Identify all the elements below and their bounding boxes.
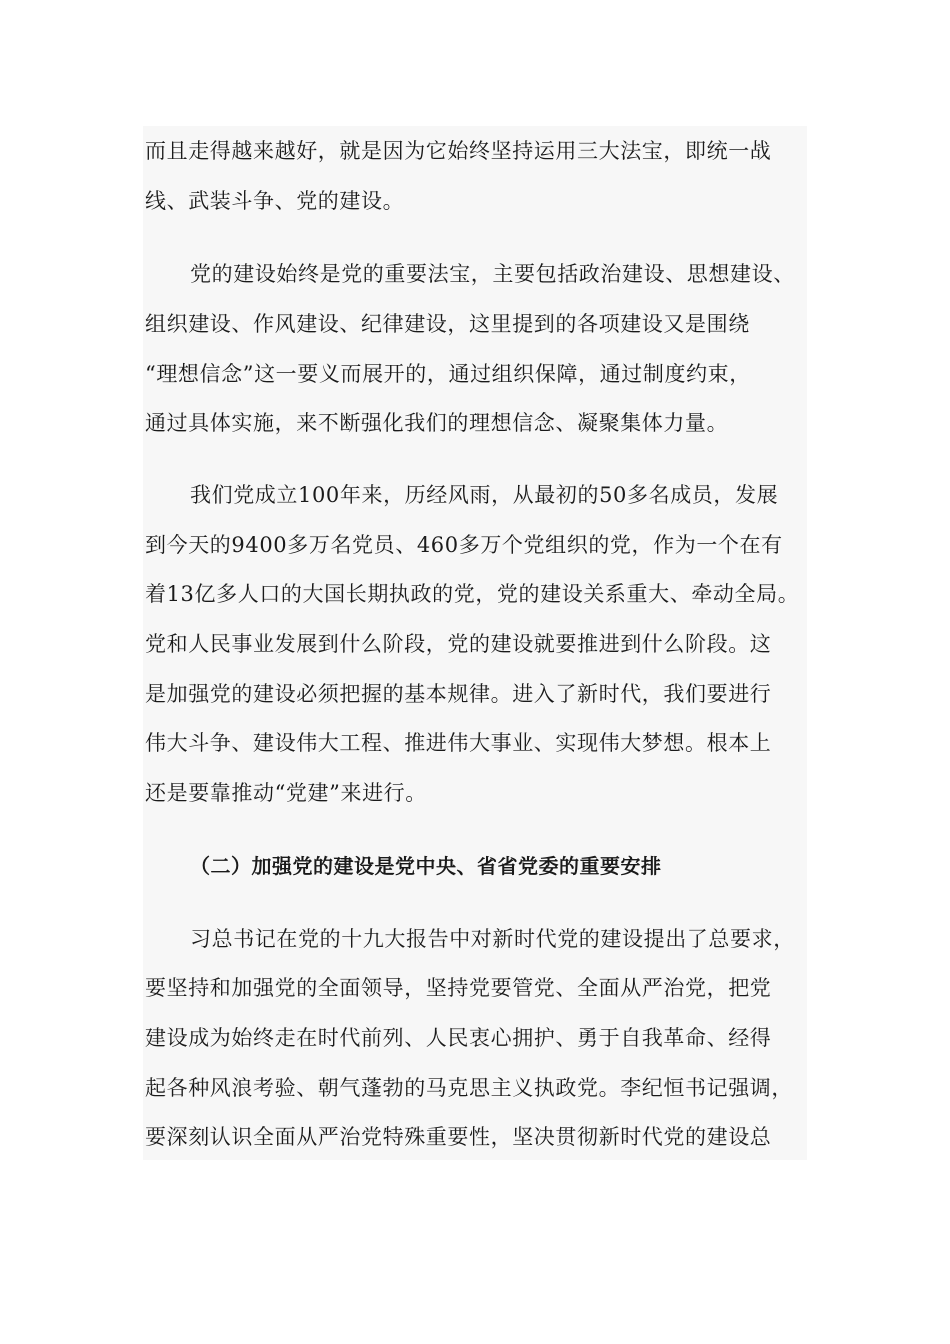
paragraph-line: 通过具体实施，来不断强化我们的理想信念、凝聚集体力量。: [145, 411, 729, 435]
paragraph-line: 习总书记在党的十九大报告中对新时代党的建设提出了总要求，: [190, 927, 795, 951]
paragraph-line: 线、武装斗争、党的建设。: [145, 189, 405, 213]
paragraph-line: 我们党成立100年来，历经风雨，从最初的50多名成员，发展: [190, 483, 779, 507]
paragraph-line: 党和人民事业发展到什么阶段，党的建设就要推进到什么阶段。这: [145, 632, 772, 656]
paragraph-line: 要深刻认识全面从严治党特殊重要性，坚决贯彻新时代党的建设总: [145, 1125, 772, 1149]
paragraph-line: 党的建设始终是党的重要法宝，主要包括政治建设、思想建设、: [190, 262, 795, 286]
paragraph-line: “理想信念”这一要义而展开的，通过组织保障，通过制度约束，: [145, 362, 751, 386]
paragraph-line: 要坚持和加强党的全面领导，坚持党要管党、全面从严治党，把党: [145, 976, 772, 1000]
paragraph-line: 伟大斗争、建设伟大工程、推进伟大事业、实现伟大梦想。根本上: [145, 731, 772, 755]
paragraph-line: 还是要靠推动“党建”来进行。: [145, 781, 427, 805]
paragraph-line: 而且走得越来越好，就是因为它始终坚持运用三大法宝，即统一战: [145, 139, 772, 163]
paragraph-line: 组织建设、作风建设、纪律建设，这里提到的各项建设又是围绕: [145, 312, 750, 336]
paragraph-line: 起各种风浪考验、朝气蓬勃的马克思主义执政党。李纪恒书记强调，: [145, 1076, 793, 1100]
paragraph-line: 着13亿多人口的大国长期执政的党，党的建设关系重大、牵动全局。: [145, 582, 800, 606]
paragraph-line: 是加强党的建设必须把握的基本规律。进入了新时代，我们要进行: [145, 682, 772, 706]
section-heading: （二）加强党的建设是党中央、省省党委的重要安排: [190, 854, 662, 878]
paragraph-line: 建设成为始终走在时代前列、人民衷心拥护、勇于自我革命、经得: [145, 1026, 772, 1050]
paragraph-line: 到今天的9400多万名党员、460多万个党组织的党，作为一个在有: [145, 533, 783, 557]
